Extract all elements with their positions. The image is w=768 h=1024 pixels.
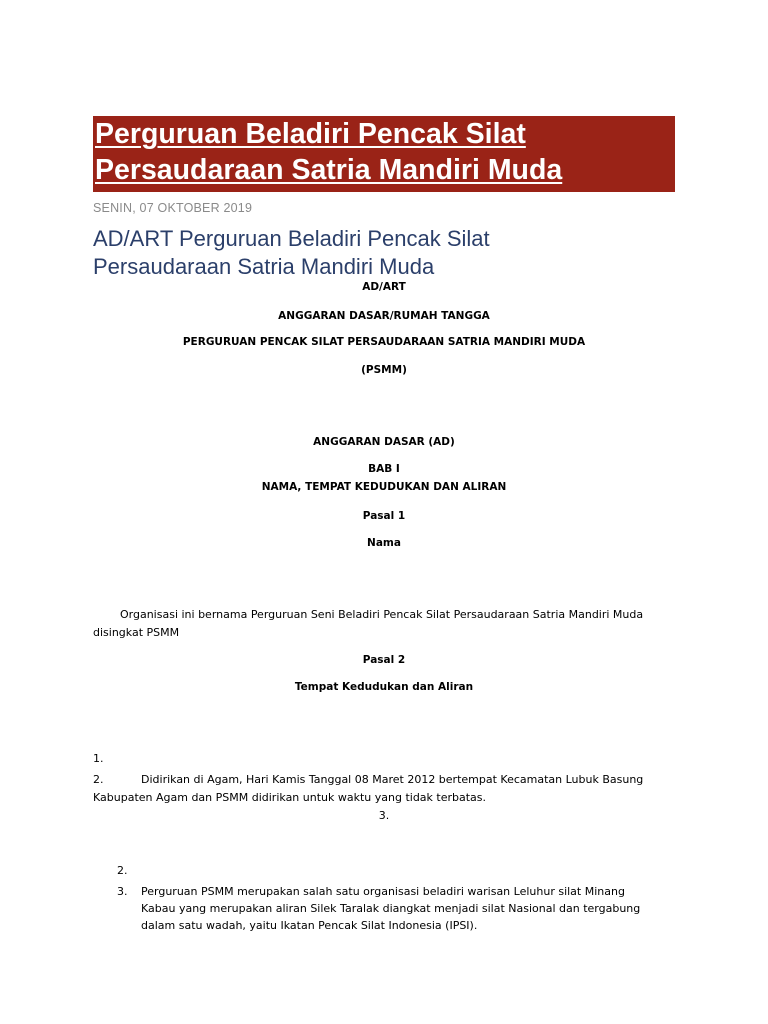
list-item-2-line2: Kabupaten Agam dan PSMM didirikan untuk waktu yang tidak terbatas. — [93, 791, 487, 804]
list-item-2b-number: 2. — [117, 864, 128, 877]
post-date: SENIN, 07 OKTOBER 2019 — [93, 201, 253, 215]
doc-bab-heading: BAB I — [368, 463, 400, 475]
blog-title-banner — [93, 116, 675, 192]
post-title — [93, 225, 653, 281]
blog-title-line1[interactable]: Perguruan Beladiri Pencak Silat — [95, 118, 526, 150]
list-item-3-number: 3. — [378, 809, 390, 822]
doc-anggaran-heading: ANGGARAN DASAR/RUMAH TANGGA — [278, 310, 490, 322]
doc-ad-heading: ANGGARAN DASAR (AD) — [313, 436, 455, 448]
doc-pasal2-heading: Pasal 2 — [362, 654, 406, 666]
post-title-line2: Persaudaraan Satria Mandiri Muda — [93, 254, 435, 279]
list-item-3b-line1: Perguruan PSMM merupakan salah satu organisasi beladiri warisan Leluhur silat Minang — [141, 885, 625, 898]
doc-bab-title: NAMA, TEMPAT KEDUDUKAN DAN ALIRAN — [261, 481, 507, 493]
list-item-3b-line3: dalam satu wadah, yaitu Ikatan Pencak Silat Indonesia (IPSI). — [141, 919, 478, 932]
doc-pasal1-heading: Pasal 1 — [362, 510, 406, 522]
blog-title-line2[interactable]: Persaudaraan Satria Mandiri Muda — [95, 154, 563, 186]
doc-perguruan-heading: PERGURUAN PENCAK SILAT PERSAUDARAAN SATRIA MANDIRI MUDA — [182, 336, 586, 348]
list-item-1-number: 1. — [93, 752, 104, 765]
doc-adart-heading: AD/ART — [362, 281, 406, 293]
pasal1-text-line2: disingkat PSMM — [93, 626, 180, 639]
doc-psmm-heading: (PSMM) — [361, 364, 407, 376]
list-item-2-number: 2. — [93, 773, 104, 786]
post-title-line1: AD/ART Perguruan Beladiri Pencak Silat — [93, 226, 490, 251]
doc-pasal2-title: Tempat Kedudukan dan Aliran — [294, 681, 474, 693]
list-item-2-line1: Didirikan di Agam, Hari Kamis Tanggal 08 Maret 2012 bertempat Kecamatan Lubuk Basung — [141, 773, 644, 786]
blog-title-link[interactable] — [95, 116, 675, 188]
pasal1-text-line1: Organisasi ini bernama Perguruan Seni Beladiri Pencak Silat Persaudaraan Satria Mandiri Muda — [120, 608, 644, 621]
list-item-3b-line2: Kabau yang merupakan aliran Silek Taralak diangkat menjadi silat Nasional dan tergabung — [141, 902, 641, 915]
list-item-3b-number: 3. — [117, 885, 128, 898]
doc-pasal1-title: Nama — [367, 537, 401, 549]
